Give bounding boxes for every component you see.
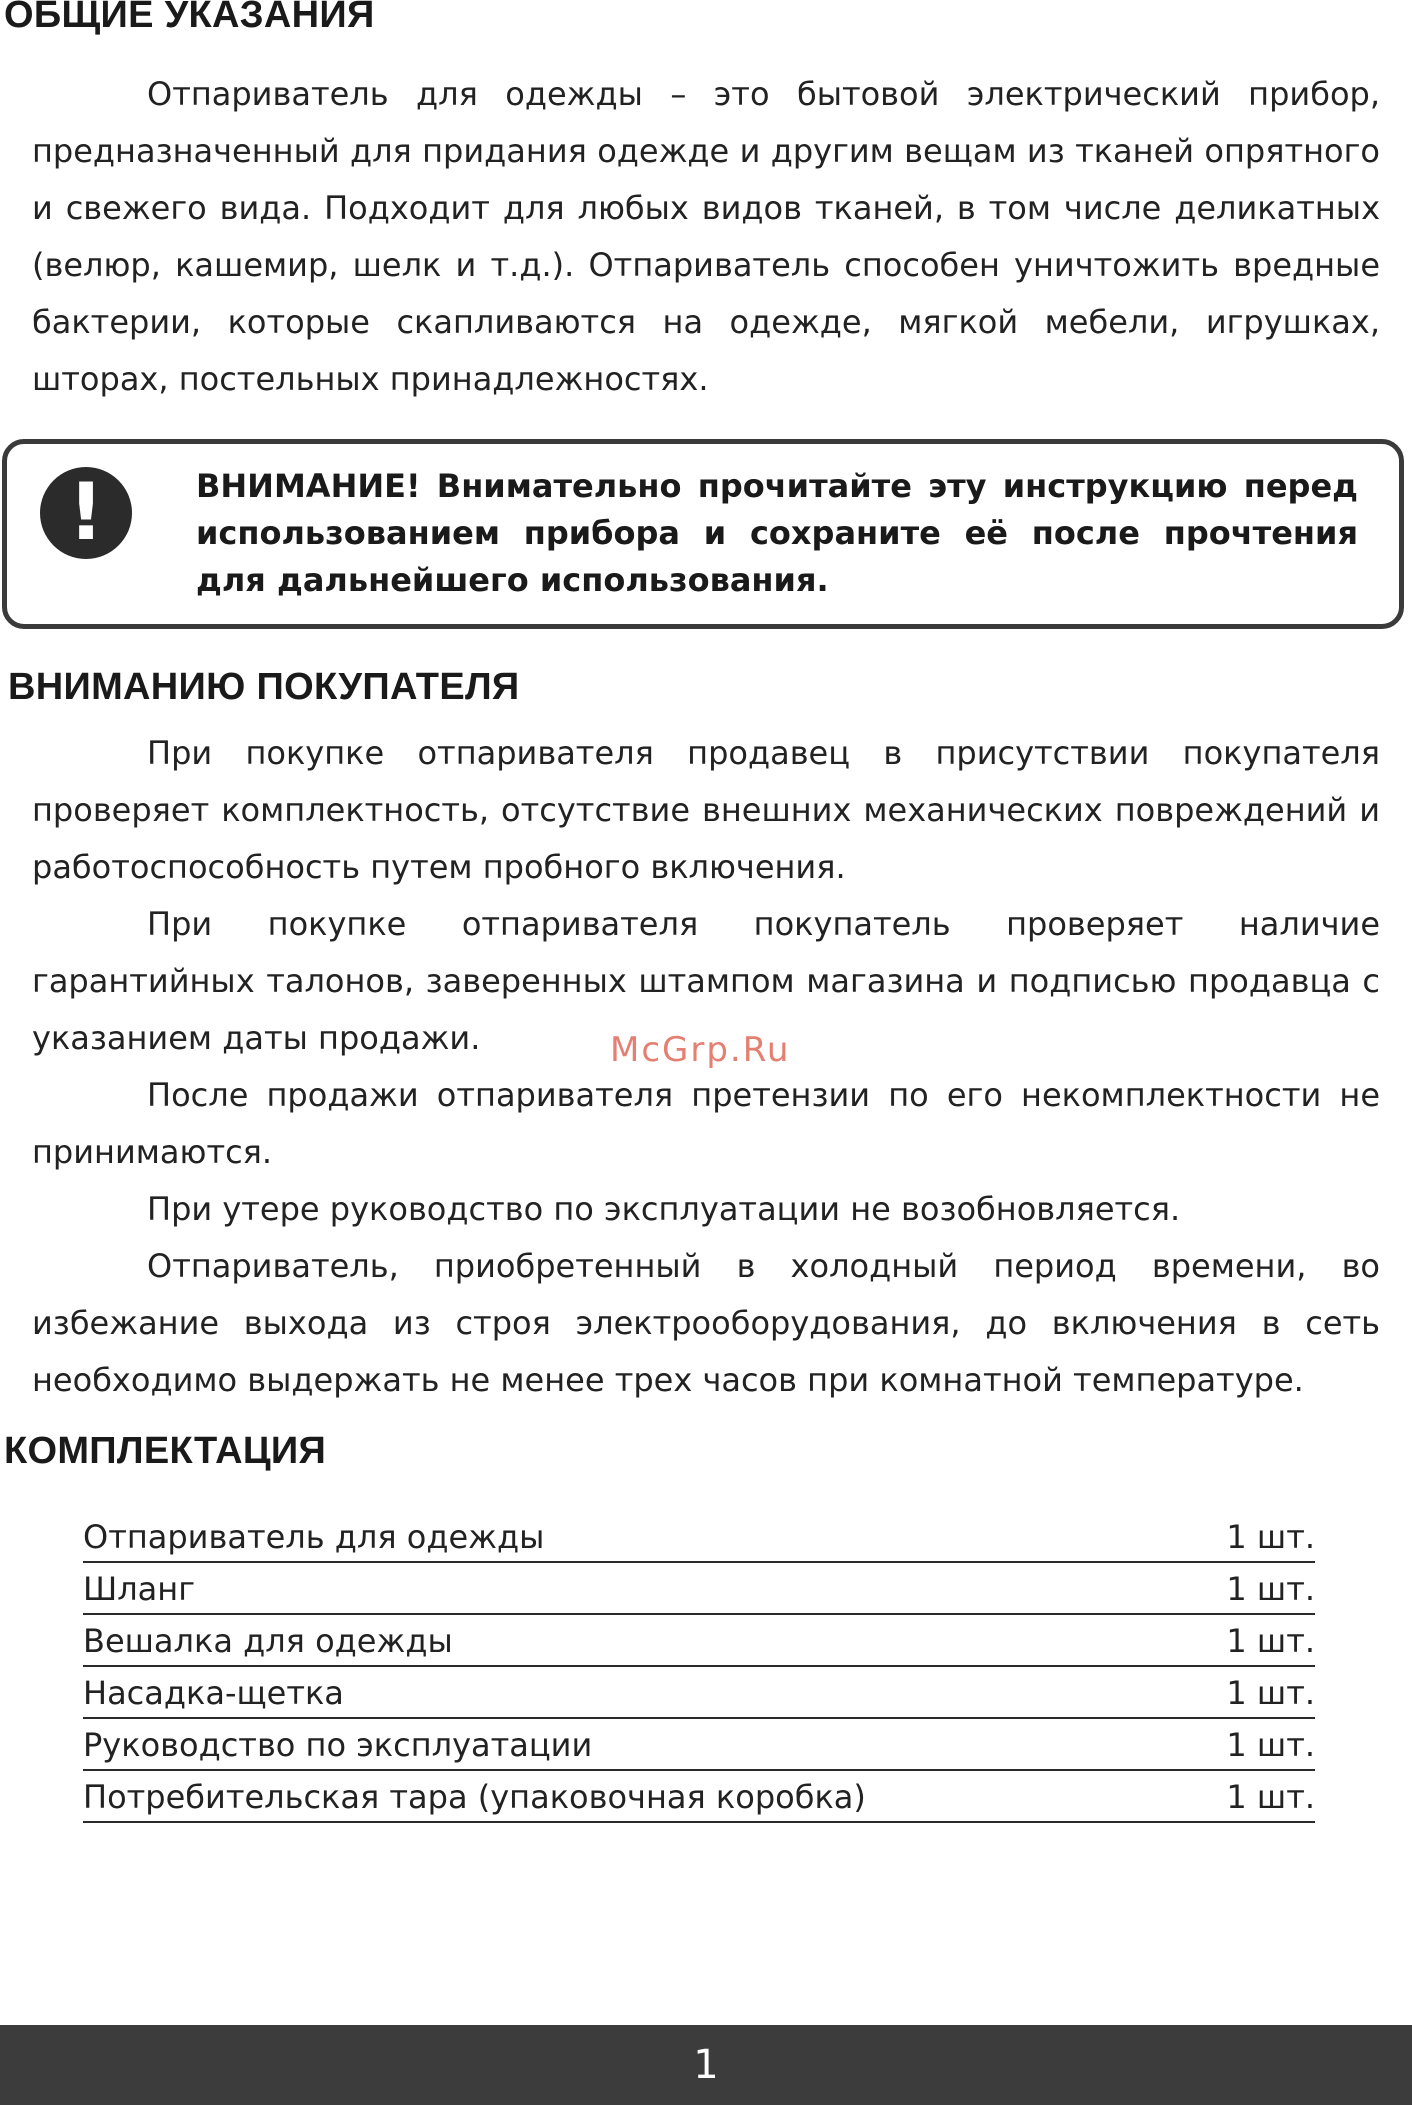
buyer-paragraph: При покупке отпаривателя продавец в присутствии покупателя проверяет комплектность, отсутствие внешних механических повреждений и работоспособность путем пробного включения. (32, 734, 1380, 886)
kit-item (83, 1719, 1315, 1771)
kit-item (83, 1563, 1315, 1615)
kit-item-name: Отпариватель для одежды (83, 1518, 545, 1556)
general-text (32, 66, 1380, 408)
kit-item-name: Потребительская тара (упаковочная коробка) (83, 1778, 866, 1816)
kit-item-name: Насадка-щетка (83, 1674, 344, 1712)
section-heading-general: ОБЩИЕ УКАЗАНИЯ (4, 0, 375, 36)
kit-item-name: Шланг (83, 1570, 196, 1608)
kit-item-qty: 1 шт. (1226, 1518, 1315, 1556)
exclamation-icon: ! (40, 467, 132, 559)
warning-text: ВНИМАНИЕ! Внимательно прочитайте эту инструкцию перед использованием прибора и сохраните её после прочтения для дальнейшего использования. (196, 467, 1358, 599)
kit-list (83, 1511, 1315, 1823)
kit-item-name: Руководство по эксплуатации (83, 1726, 593, 1764)
kit-item (83, 1615, 1315, 1667)
buyer-paragraph: При покупке отпаривателя покупатель проверяет наличие гарантийных талонов, заверенных штампом магазина и подписью продавца с указанием даты продажи. (32, 905, 1380, 1057)
kit-item (83, 1667, 1315, 1719)
kit-item (83, 1511, 1315, 1563)
section-heading-kit: КОМПЛЕКТАЦИЯ (4, 1430, 327, 1472)
buyer-paragraph: При утере руководство по эксплуатации не возобновляется. (147, 1190, 1181, 1228)
kit-item-qty: 1 шт. (1226, 1726, 1315, 1764)
page-number: 1 (693, 2042, 719, 2088)
watermark: McGrp.Ru (610, 1030, 791, 1070)
kit-item-qty: 1 шт. (1226, 1674, 1315, 1712)
buyer-paragraph: После продажи отпаривателя претензии по его некомплектности не принимаются. (32, 1076, 1380, 1171)
general-paragraph: Отпариватель для одежды – это бытовой электрический прибор, предназначенный для придания одежде и другим вещам из тканей опрятного и свежего вида. Подходит для любых видов тканей, в том числе деликатных (велюр, кашемир, шелк и т.д.). Отпариватель способен уничтожить вредные бактерии, которые скапливаются на одежде, мягкой мебели, игрушках, шторах, постельных принадлежностях. (32, 75, 1380, 398)
kit-item (83, 1771, 1315, 1823)
kit-item-qty: 1 шт. (1226, 1778, 1315, 1816)
kit-item-name: Вешалка для одежды (83, 1622, 453, 1660)
kit-item-qty: 1 шт. (1226, 1570, 1315, 1608)
buyer-paragraph: Отпариватель, приобретенный в холодный период времени, во избежание выхода из строя электрооборудования, до включения в сеть необходимо выдержать не менее трех часов при комнатной температуре. (32, 1247, 1380, 1399)
kit-item-qty: 1 шт. (1226, 1622, 1315, 1660)
section-heading-buyer: ВНИМАНИЮ ПОКУПАТЕЛЯ (8, 666, 520, 708)
